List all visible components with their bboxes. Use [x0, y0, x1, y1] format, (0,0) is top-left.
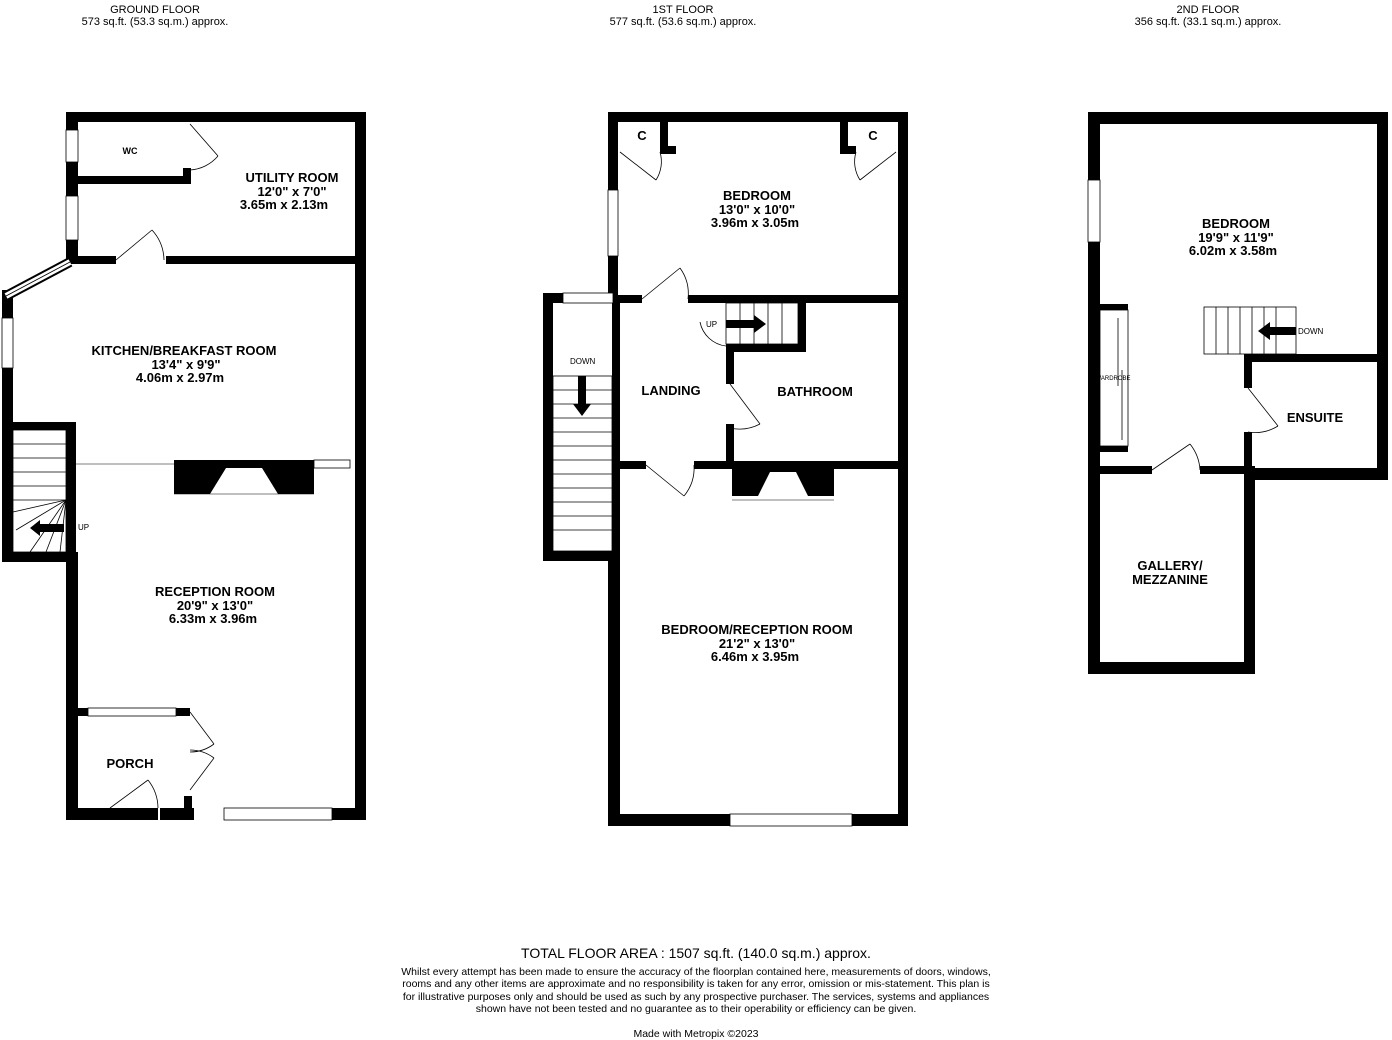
- utility-room-label: UTILITY ROOM: [245, 170, 339, 185]
- ground-floor-name: GROUND FLOOR: [110, 4, 200, 16]
- ground-floor-area: 573 sq.ft. (53.3 sq.m.) approx.: [81, 16, 229, 28]
- utility-room-dim-imperial: 12'0" x 7'0": [257, 184, 327, 199]
- cupboard-left-label: C: [637, 128, 647, 143]
- reception-room-dim-imperial: 20'9" x 13'0": [176, 598, 254, 613]
- cupboard-right-label: C: [868, 128, 878, 143]
- wc-label: WC: [122, 146, 138, 156]
- second-floor-name: 2ND FLOOR: [1176, 4, 1240, 16]
- second-floor-area: 356 sq.ft. (33.1 sq.m.) approx.: [1134, 16, 1282, 28]
- first-floor-area: 577 sq.ft. (53.6 sq.m.) approx.: [609, 16, 757, 28]
- first-floor-plan: [543, 112, 908, 826]
- bedroom-reception-dim-metric: 6.46m x 3.95m: [710, 649, 800, 664]
- wardrobe-label: WARDROBE: [1095, 376, 1131, 382]
- reception-room-dim-metric: 6.33m x 3.96m: [168, 611, 258, 626]
- total-floor-area: TOTAL FLOOR AREA : 1507 sq.ft. (140.0 sq.m.) approx.: [521, 945, 871, 961]
- second-bedroom-dim-metric: 6.02m x 3.58m: [1188, 243, 1278, 258]
- metropix-credit: Made with Metropix ©2023: [633, 1028, 759, 1040]
- landing-label: LANDING: [641, 383, 701, 398]
- second-doors: [1152, 388, 1278, 470]
- disclaimer-text: Whilst every attempt has been made to ensure the accuracy of the floorplan contained here, measurements of doors, windows, rooms and any other items are approximate and no responsibility is taken for any error, omission or mis-statement. This plan is for illustrative purposes only and should be used as such by any prospective purchaser. The services, systems and appliances shown have not been tested and no guarantee as to their operability or efficiency can be given.: [401, 966, 991, 1015]
- first-bedroom-label: BEDROOM: [723, 188, 791, 203]
- bathroom-label: BATHROOM: [777, 384, 853, 399]
- second-windows: [1088, 180, 1100, 242]
- first-floor-name: 1ST FLOOR: [652, 4, 714, 16]
- ensuite-label: ENSUITE: [1286, 410, 1344, 425]
- second-walls: [1088, 112, 1388, 674]
- second-floor-plan: [1088, 112, 1388, 674]
- ground-floor-plan: [2, 112, 366, 820]
- bedroom-reception-dim-imperial: 21'2" x 13'0": [718, 636, 796, 651]
- first-stair-down-label: DOWN: [570, 357, 596, 366]
- first-bedroom-dim-metric: 3.96m x 3.05m: [710, 215, 800, 230]
- reception-room-label: RECEPTION ROOM: [155, 584, 275, 599]
- first-stair-up-label: UP: [706, 320, 718, 329]
- ground-stair-label: UP: [78, 523, 90, 532]
- second-stair-label: DOWN: [1298, 327, 1324, 336]
- first-bedroom-dim-imperial: 13'0" x 10'0": [718, 202, 796, 217]
- kitchen-dim-imperial: 13'4" x 9'9": [151, 357, 221, 372]
- utility-room-dim-metric: 3.65m x 2.13m: [239, 197, 329, 212]
- kitchen-label: KITCHEN/BREAKFAST ROOM: [91, 343, 277, 358]
- bedroom-reception-label: BEDROOM/RECEPTION ROOM: [661, 622, 853, 637]
- second-bedroom-dim-imperial: 19'9" x 11'9": [1198, 230, 1274, 245]
- porch-label: PORCH: [106, 756, 154, 771]
- second-bedroom-label: BEDROOM: [1202, 216, 1270, 231]
- gallery-label: GALLERY/: [1137, 558, 1203, 573]
- mezzanine-label: MEZZANINE: [1132, 572, 1208, 587]
- kitchen-dim-metric: 4.06m x 2.97m: [135, 370, 225, 385]
